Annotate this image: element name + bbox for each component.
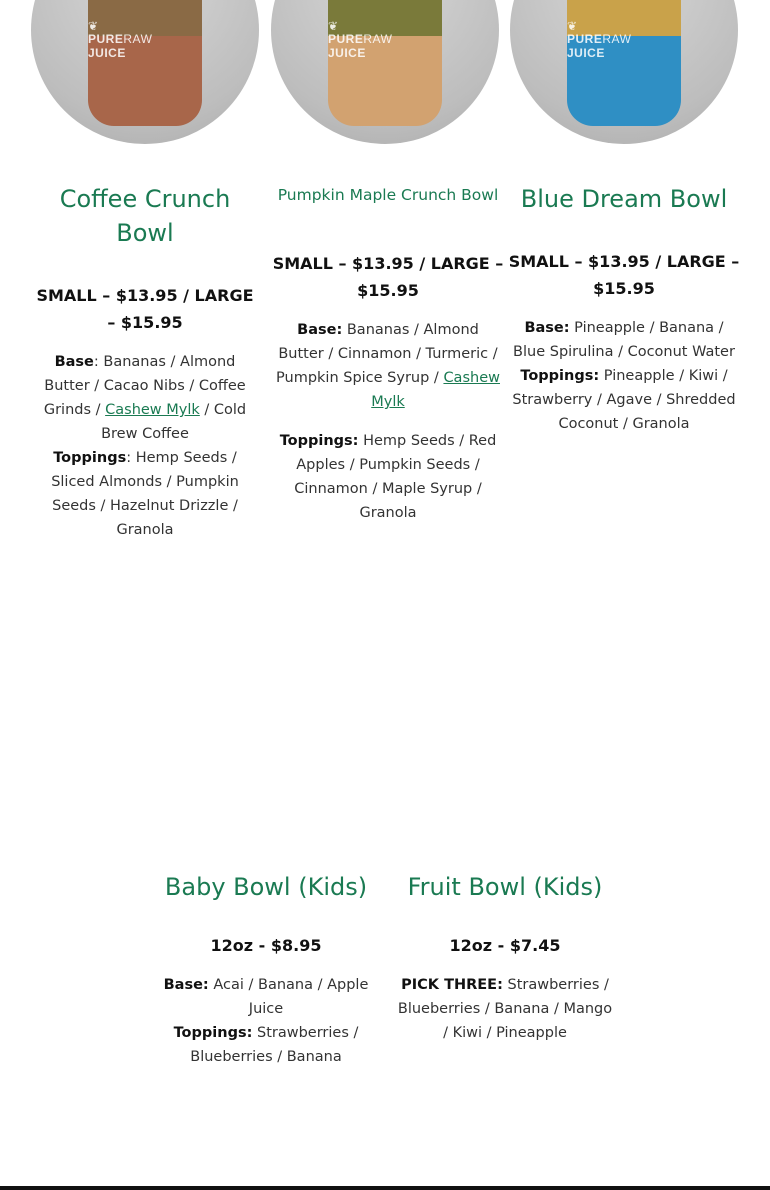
product-price: SMALL – $13.95 / LARGE – $15.95: [36, 286, 254, 332]
brand-logo: ❦ PURERAW JUICE: [567, 19, 632, 60]
product-price: SMALL – $13.95 / LARGE – $15.95: [508, 252, 740, 298]
product-title: Baby Bowl (Kids): [164, 873, 368, 901]
toppings-label: Toppings:: [279, 433, 359, 449]
blue-cup: [567, 0, 681, 126]
product-price: 12oz - $7.45: [449, 936, 561, 955]
pumpkin-cup: [328, 0, 442, 126]
pumpkin-maple-crunch-bowl-photo: [271, 0, 499, 144]
product-title: Pumpkin Maple Crunch Bowl: [277, 186, 499, 204]
footer-divider: [0, 1186, 770, 1190]
product-card-fruit-bowl: [392, 870, 618, 1045]
base-label: Base: [54, 354, 94, 370]
toppings-label: Toppings:: [520, 368, 600, 384]
product-description: Base: Pineapple / Banana / Blue Spirulina / Coconut Water Toppings: Pineapple / Kiwi / Strawberry / Agave / Shredded Coconut / Granola: [512, 320, 736, 432]
product-description: Base: Acai / Banana / Apple Juice Toppings: Strawberries / Blueberries / Banana: [163, 977, 369, 1065]
cashew-mylk-link[interactable]: Cashew Mylk: [371, 370, 500, 410]
base-label: Base:: [297, 322, 343, 338]
product-card-coffee-crunch: [30, 182, 260, 542]
product-price: 12oz - $8.95: [210, 936, 322, 955]
toppings-label: Toppings: [53, 450, 127, 466]
blue-dream-bowl-photo: [510, 0, 738, 144]
product-title: Coffee Crunch Bowl: [59, 185, 231, 247]
product-title: Blue Dream Bowl: [520, 185, 728, 213]
product-price: SMALL – $13.95 / LARGE – $15.95: [272, 254, 504, 300]
product-card-blue-dream: [508, 182, 740, 436]
product-description: Base: Bananas / Almond Butter / Cinnamon / Turmeric / Pumpkin Spice Syrup / Cashew Mylk Toppings: Hemp Seeds / Red Apples / Pumpkin Seeds / Cinnamon / Maple Syrup / Granola: [276, 322, 500, 521]
product-card-baby-bowl: [155, 870, 377, 1069]
product-description: PICK THREE: Strawberries / Blueberries / Banana / Mango / Kiwi / Pineapple: [397, 977, 613, 1041]
pick-three-label: PICK THREE:: [401, 977, 503, 993]
cashew-mylk-link[interactable]: Cashew Mylk: [105, 402, 200, 418]
product-card-pumpkin-maple: [268, 182, 508, 525]
product-title: Fruit Bowl (Kids): [407, 873, 603, 901]
coffee-cup: [88, 0, 202, 126]
brand-logo: ❦ PURERAW JUICE: [328, 19, 393, 60]
base-label: Base:: [524, 320, 570, 336]
toppings-label: Toppings:: [173, 1025, 253, 1041]
coffee-crunch-bowl-photo: [31, 0, 259, 144]
brand-logo: ❦ PURERAW JUICE: [88, 19, 153, 60]
base-label: Base:: [163, 977, 209, 993]
product-description: Base: Bananas / Almond Butter / Cacao Nibs / Coffee Grinds / Cashew Mylk / Cold Brew Coffee Toppings: Hemp Seeds / Sliced Almonds / Pumpkin Seeds / Hazelnut Drizzle / Granola: [43, 354, 247, 538]
